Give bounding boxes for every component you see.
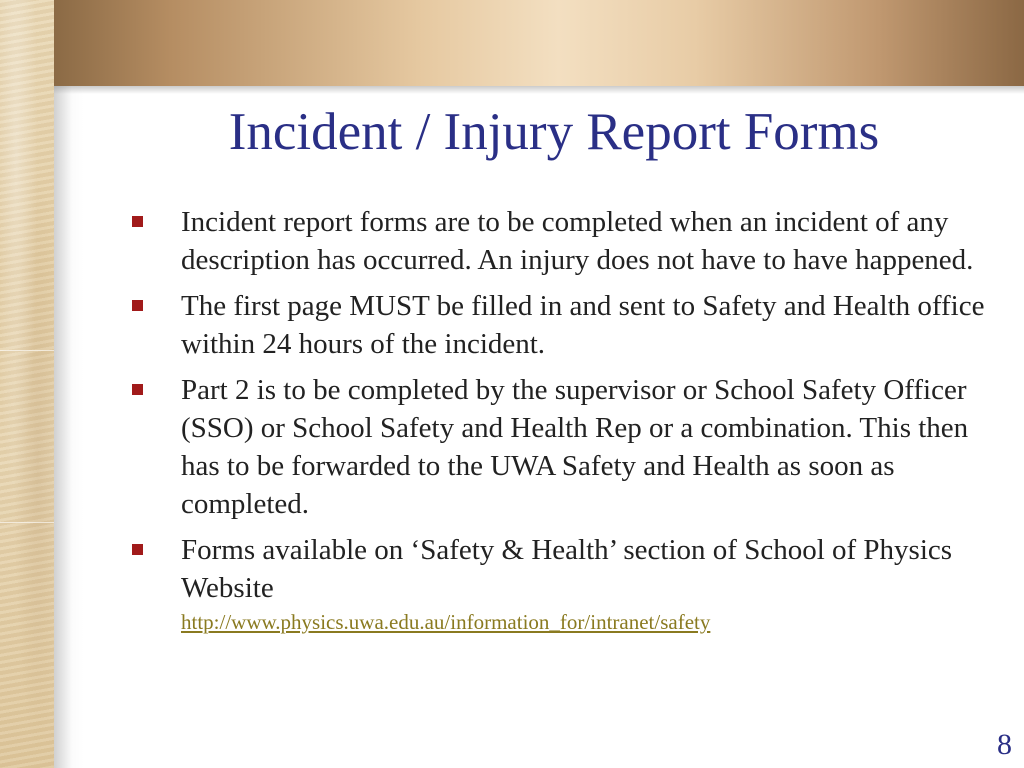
parchment-side-strip <box>0 0 54 768</box>
bullet-text: The first page MUST be filled in and sent to Safety and Health office within 24 hours of the incident. <box>181 290 985 360</box>
square-bullet-icon <box>132 544 143 555</box>
wood-header-bar <box>54 0 1024 86</box>
bullet-text: Incident report forms are to be completed when an incident of any description has occurred. An injury does not have to have happened. <box>181 206 974 276</box>
bullet-item <box>130 287 990 363</box>
bullet-item <box>130 203 990 279</box>
page-number: 8 <box>997 728 1012 761</box>
bullet-item <box>130 371 990 523</box>
bullet-list <box>130 203 990 645</box>
square-bullet-icon <box>132 216 143 227</box>
header-bar-shadow <box>54 86 1024 94</box>
bullet-item <box>130 531 990 637</box>
square-bullet-icon <box>132 300 143 311</box>
square-bullet-icon <box>132 384 143 395</box>
strip-seam <box>0 350 54 351</box>
safety-website-link[interactable]: http://www.physics.uwa.edu.au/information_for/intranet/safety <box>181 610 711 634</box>
slide-title: Incident / Injury Report Forms <box>228 103 880 161</box>
strip-seam <box>0 522 54 523</box>
bullet-text: Forms available on ‘Safety & Health’ section of School of Physics Website <box>181 534 953 604</box>
bullet-text: Part 2 is to be completed by the supervisor or School Safety Officer (SSO) or School Safety and Health Rep or a combination. This then has to be forwarded to the UWA Safety and Health as soon as completed. <box>181 374 969 520</box>
